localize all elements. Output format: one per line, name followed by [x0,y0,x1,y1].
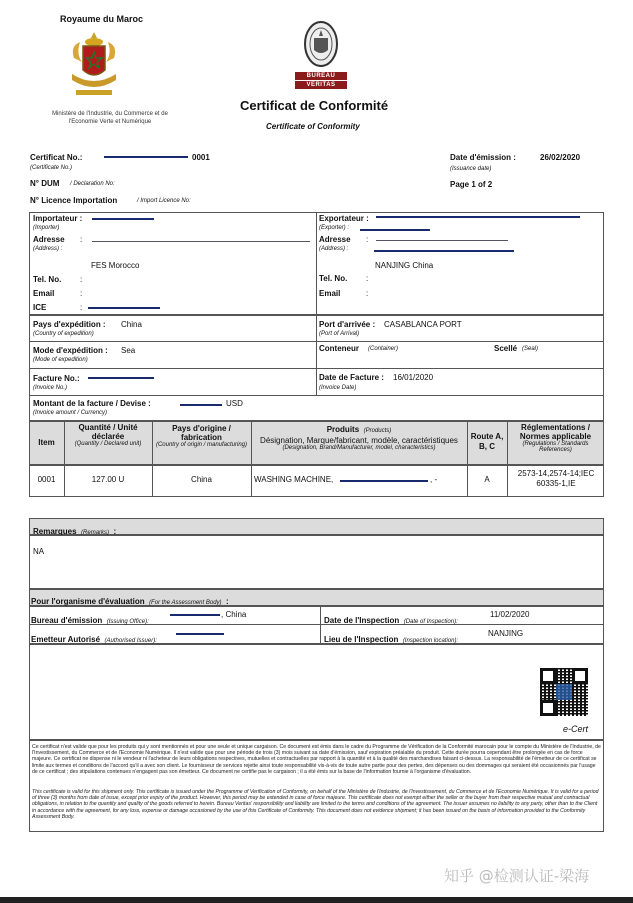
invoice-currency: USD [226,399,243,408]
cert-no-label: Certificat No.: [30,153,83,162]
cell-product-redaction [340,480,428,482]
exporter-tel-colon: : [366,274,369,283]
issuing-office-sub: (Issuing Office): [106,619,149,625]
mode-expedition-value: Sea [121,346,136,355]
th-origin [152,424,251,448]
invoice-no-redaction [88,377,154,379]
country-expedition-value: China [121,320,142,329]
inspection-date-value: 11/02/2020 [490,610,530,619]
th-products-label: Produits [326,425,360,434]
mode-expedition-label: Mode d'expédition : [33,346,108,355]
remarks-sub: (Remarks) [81,530,110,536]
th-origin-sub: (Country of origin / manufacturing) [155,442,248,448]
importer-sub: (Importer) [33,225,60,231]
th-products-sub2: (Designation, Brand/Manufacturer, model, characteristics) [282,445,436,451]
cell-qty: 127.00 U [91,475,125,484]
exporter-tel-label: Tel. No. [319,274,348,283]
watermark-text: 知乎 @检测认证-梁海 [444,867,590,885]
issuing-office-label: Bureau d'émission [31,616,103,625]
inspection-place-value: NANJING [488,629,524,638]
port-arrival-sub: (Port of Arrival) [319,331,360,337]
importer-tel-label: Tel. No. [33,275,62,284]
dum-sub: / Declaration No: [70,181,115,187]
importer-address-redaction [92,241,310,242]
cell-route: A [484,475,490,484]
cert-no-value: 0001 [192,153,210,162]
issuance-date-value: 26/02/2020 [540,153,581,162]
bureau-veritas-logo [294,20,348,92]
cell-product: WASHING MACHINE, [254,475,334,484]
importer-address-colon: : [80,235,83,244]
seal-label: Scellé [494,344,518,353]
importer-city: FES Morocco [91,261,140,270]
cell-regulations: 2573-14,2574-14;IEC 60335-1,IE [517,469,595,488]
invoice-date-sub: (Invoice Date) [319,385,357,391]
issuance-date-sub: (Issuance date) [450,166,492,172]
assessment-label: Pour l'organisme d'évaluation [31,597,145,606]
country-expedition-label: Pays d'expédition : [33,320,106,329]
remarks-body [29,535,604,589]
document-title: Certificat de Conformité [240,98,389,113]
importer-ice-label: ICE [33,303,47,312]
th-products-line2: Désignation, Marque/fabricant, modèle, caractéristiques [260,436,458,445]
inspection-date-sub: (Date of Inspection): [403,619,458,625]
th-item: Item [38,438,55,447]
kingdom-label: Royaume du Maroc [60,14,144,24]
cert-no-sub: (Certificate No.) [30,165,73,171]
exporter-email-label: Email [319,289,341,298]
th-qty-label: Quantité / Unité déclarée [78,423,138,441]
th-regulations [507,423,604,453]
authorised-issuer-redaction [176,633,224,635]
port-arrival-label: Port d'arrivée : [319,320,376,329]
th-qty [64,423,152,447]
inspection-place-sub: (Inspection location): [402,638,459,644]
port-arrival-value: CASABLANCA PORT [384,320,462,329]
container-sub: (Container) [368,346,399,352]
inspection-place-label: Lieu de l'Inspection [324,635,399,644]
th-products [251,423,467,451]
authorised-issuer-sub: (Authorised Issuer): [104,638,157,644]
exporter-address-redaction [376,240,508,241]
invoice-no-sub: (Invoice No.) [33,385,68,391]
cell-product-tail: , - [430,475,438,484]
cert-no-redaction [104,156,188,158]
exporter-address-label: Adresse [319,235,351,244]
remarks-label: Remarques [33,527,77,536]
importer-ice-redaction [88,307,160,309]
invoice-no-label: Facture No.: [33,374,80,383]
shipment-row-line-2 [29,368,604,369]
inspection-date-label: Date de l'Inspection [324,616,400,625]
th-reg-label: Réglementations / Normes applicable [519,423,592,441]
importer-email-label: Email [33,289,55,298]
cell-item: 0001 [37,475,56,484]
shipment-row-line-3 [29,395,604,396]
ministry-line-2: l'Economie Verte et Numérique [68,119,152,125]
importer-tel-colon: : [80,275,83,284]
ecert-label: e-Cert [563,724,589,734]
mode-expedition-sub: (Mode of expedition) [33,357,88,363]
qr-code[interactable] [540,668,588,716]
exporter-sub: (Exporter) : [319,225,350,231]
invoice-date-value: 16/01/2020 [393,373,434,382]
seal-sub: (Seal) [522,346,539,352]
th-qty-sub: (Quantity / Declared unit) [74,441,142,447]
exporter-address-colon: : [366,235,369,244]
importer-address-sub: (Address) : [33,246,63,252]
issuing-office-redaction [170,614,220,616]
th-products-sub1: (Products) [363,428,392,434]
remarks-value: NA [33,547,45,556]
exporter-address-sub: (Address) : [319,246,349,252]
th-origin-label: Pays d'origine / fabrication [172,424,231,442]
authorised-issuer-label: Emetteur Autorisé [31,635,101,644]
invoice-amount-redaction [180,404,222,406]
cell-origin: China [191,475,212,484]
signature-area [29,644,604,740]
assessment-sub: (For the Assessment Body) [149,600,222,606]
document-subtitle: Certificate of Conformity [266,122,360,131]
inspection-date [324,610,458,628]
th-route: Route A, B, C [470,432,504,451]
importer-name-redaction [92,218,154,220]
exporter-label: Exportateur : [319,214,369,223]
bv-line-2: VERITAS [295,81,347,89]
country-expedition-sub: (Country of expedition) [33,331,94,337]
issuance-date-label: Date d'émission : [450,153,516,162]
invoice-date-label: Date de Facture : [319,373,384,382]
bottom-bar [0,897,633,903]
container-label: Conteneur [319,344,359,353]
issuing-office [31,610,149,628]
importer-email-colon: : [80,289,83,298]
exporter-name2-redaction [360,229,430,231]
importer-ice-colon: : [80,303,83,312]
legal-text-en: This certificate is valid for this shipment only. This certificate is issued under the Programme of Verification of Conformity, on behalf of the Ministère de l'Industrie, de l'Investissement, du Commerce et de l'Economie Numérique. It is valid for a period of three (3) months from date of issue, except prior expiry of the product. However, this period may be extended in case of force majeure. This certificate does not exempt either the seller or the buyer from their respective mutual and contractual obligations, in relation to the quantity and quality of the goods referred to herein. Bureau Veritas' responsibility and liability are limited to the terms and conditions of the agreement. The issuer assumes no liability to any party, other than to the Client in accordance with the agreement, for any loss, expense or damage occasioned by the use of this Certificate of Conformity. This document does not evidence shipment; it has been issued on the basis of information provided to the Conformity Assessment Body. [32,789,599,820]
bv-line-1: BUREAU [295,72,347,80]
ministry-line-1: Ministère de l'Industrie, du Commerce et de [52,111,168,117]
th-reg-sub: (Regulations / Standards References) [522,441,589,453]
assessment-divider [320,606,321,644]
licence-sub: / Import Licence No: [137,198,191,204]
shipment-divider [316,315,317,395]
remarks-colon: : [113,527,117,536]
issuing-office-value: , China [221,610,247,619]
importer-address-label: Adresse [33,235,65,244]
legal-text-fr: Ce certificat n'est valide que pour les produits qui y sont mentionnés et pour une seule et unique cargaison. Ce document est émis dans le cadre du Programme de Vérification de la Conformité marocain pour le compte du Ministère de l'Industrie, de l'Investissement, du Commerce et de l'Economie Numérique. Il n'est valide que pour une période de trois (3) mois suivant sa date d'émission, sauf expiration préalable du produit. Cette durée pourra cependant être prolongée en cas de force majeure. Ce certificat ne dispense ni le vendeur ni l'acheteur de leurs obligations respectives, mutuelles et contractuelles par rapport à la quantité et à la qualité des marchandises faisant ci-dessus. La responsabilité de l'émetteur de ce certificat se limite aux termes et conditions de l'accord qu'il a avec son client. Le fournisseur de services rejette ainsi toute responsabilité vis-à-vis de toute autre partie pour des pertes, des dépenses ou des dommages qui seraient été occasionnés par l'usage de ce certificat ; des stipulations contenues n'engagent pas son émetteur. Ce document ne certifie pas le cargaison ; il a été émis sur la base de l'information fournie à l'organisme d'évaluation. [32,744,601,775]
assessment-colon: : [225,597,229,606]
exporter-city: NANJING China [375,261,434,270]
exporter-email-colon: : [366,289,369,298]
dum-label: N° DUM [30,179,60,188]
importer-label: Importateur : [33,214,83,223]
ministry-name [30,110,190,126]
page-indicator: Page 1 of 2 [450,180,493,189]
exporter-address2-redaction [374,250,514,252]
exporter-name-redaction [376,216,580,218]
licence-label: N° Licence Importation [30,196,118,205]
shipment-row-line-1 [29,341,604,342]
invoice-amount-label: Montant de la facture / Devise : [33,399,151,408]
invoice-amount-sub: (Invoice amount / Currency) [33,410,108,416]
parties-divider [316,212,317,315]
coat-of-arms-emblem [66,28,122,100]
